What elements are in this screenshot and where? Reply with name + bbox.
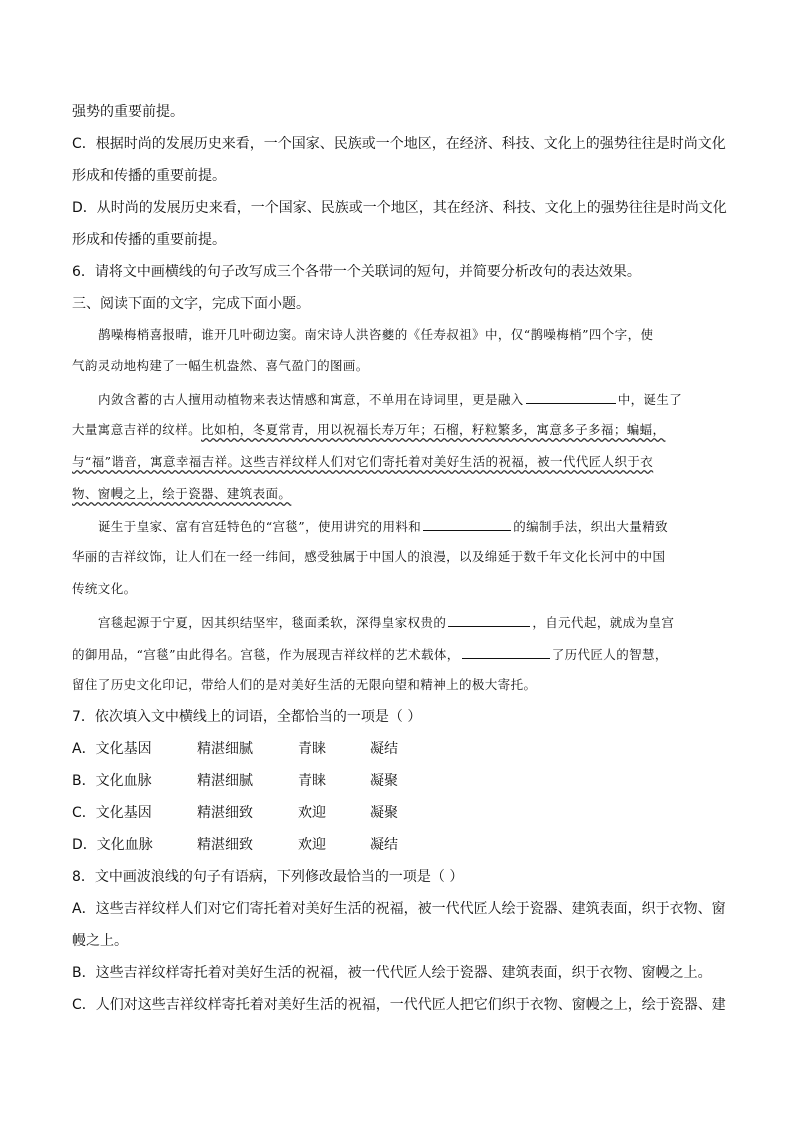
text-line: 强势的重要前提。 [72,104,184,120]
passage-text: 宫毯起源于宁夏，因其织结坚牢，毯面柔软，深得皇家权贵的 [98,615,447,630]
passage-line [72,453,734,471]
q8-option-a: A．这些吉祥纹样人们对它们寄托着对美好生活的祝福，被一代代匠人绘于瓷器、建筑表面，织于衣物、窗 [72,901,726,917]
option-word: 精湛细致 [197,837,253,853]
section-heading: 三、阅读下面的文字，完成下面小题。 [72,296,310,312]
option-label: D．文化血脉 [72,837,153,853]
option-word: 欢迎 [298,805,326,821]
passage-line [98,389,734,409]
fill-blank-2[interactable] [423,516,511,531]
passage-text: 内敛含蓄的古人擅用动植物来表达情感和寓意，不单用在诗词里，更是融入 [98,392,524,407]
option-word: 精湛细腻 [197,773,253,789]
passage-line: 传统文化。 [72,581,137,596]
passage-text: 的御用品，“宫毯”由此得名。宫毯，作为展现吉祥纹样的艺术载体， [72,647,460,662]
passage-text: 诞生于皇家、富有宫廷特色的“宫毯”，使用讲究的用料和 [98,519,422,534]
passage-line [72,421,734,439]
option-word: 精湛细致 [197,805,253,821]
q8-option-c: C．人们对这些吉祥纹样寄托着对美好生活的祝福，一代代匠人把它们织于衣物、窗幔之上，绘于瓷器、建 [72,997,726,1013]
passage-text: ，自元代起，就成为皇宫 [532,615,675,630]
option-word: 青睐 [298,741,326,757]
question-6: 6．请将文中画横线的句子改写成三个各带一个关联词的短句，并简要分析改句的表达效果。 [72,264,641,280]
wavy-underlined-sentence: 与“福”谐音，寓意幸福吉祥。这些吉祥纹样人们对它们寄托着对美好生活的祝福，被一代代匠人织于衣 [72,454,654,469]
q8-option-a-cont: 幔之上。 [72,933,128,949]
passage-line: 留住了历史文化印记，带给人们的是对美好生活的无限向望和精神上的极大寄托。 [72,677,537,692]
passage-line [98,612,734,632]
fill-blank-4[interactable] [462,644,550,659]
question-7: 7．依次填入文中横线上的词语，全都恰当的一项是（ ） [72,709,422,725]
option-word: 青睐 [298,773,326,789]
passage-line: 气韵灵动地构建了一幅生机盎然、喜气盈门的图画。 [72,358,369,373]
option-word: 欢迎 [298,837,326,853]
passage-text: 大量寓意吉祥的纹样。 [72,422,202,437]
option-word: 凝聚 [370,805,398,821]
fill-blank-1[interactable] [526,389,616,404]
passage-text: 的编制手法，织出大量精致 [513,519,668,534]
text-line: 形成和传播的重要前提。 [72,168,226,184]
option-word: 凝结 [370,837,398,853]
passage-line [72,644,734,664]
fill-blank-3[interactable] [448,612,530,627]
passage-line [72,485,734,503]
option-c-line: C．根据时尚的发展历史来看，一个国家、民族或一个地区，在经济、科技、文化上的强势往往是时尚文化 [72,136,726,152]
passage-line [98,516,734,536]
option-word: 精湛细腻 [197,741,253,757]
option-label: C．文化基因 [72,805,152,821]
passage-line: 华丽的吉祥纹饰，让人们在一经一纬间，感受独属于中国人的浪漫，以及绵延于数千年文化长河中的中国 [72,549,666,564]
option-word: 凝结 [370,741,398,757]
question-8: 8．文中画波浪线的句子有语病，下列修改最恰当的一项是（ ） [72,869,464,885]
passage-text: 中，诞生了 [617,392,683,407]
option-d-line: D．从时尚的发展历史来看，一个国家、民族或一个地区，其在经济、科技、文化上的强势往往是时尚文化 [72,200,727,216]
option-word: 凝聚 [370,773,398,789]
text-line: 形成和传播的重要前提。 [72,232,226,248]
passage-text: 了历代匠人的智慧， [551,647,668,662]
option-label: A．文化基因 [72,741,152,757]
passage-line: 鹊噪梅梢喜报晴，谁开几叶砌边窦。南宋诗人洪咨夔的《任寿叔祖》中，仅“鹊噪梅梢”四个字，使 [98,327,654,342]
wavy-underlined-sentence: 物、窗幔之上，绘于瓷器、建筑表面。 [72,486,292,501]
q8-option-b: B．这些吉祥纹样寄托着对美好生活的祝福，被一代代匠人绘于瓷器、建筑表面，织于衣物、窗幔之上。 [72,965,712,981]
option-label: B．文化血脉 [72,773,152,789]
wavy-underlined-sentence: 比如柏，冬夏常青，用以祝福长寿万年；石榴，籽粒繁多，寓意多子多福；蝙蝠， [201,422,666,437]
